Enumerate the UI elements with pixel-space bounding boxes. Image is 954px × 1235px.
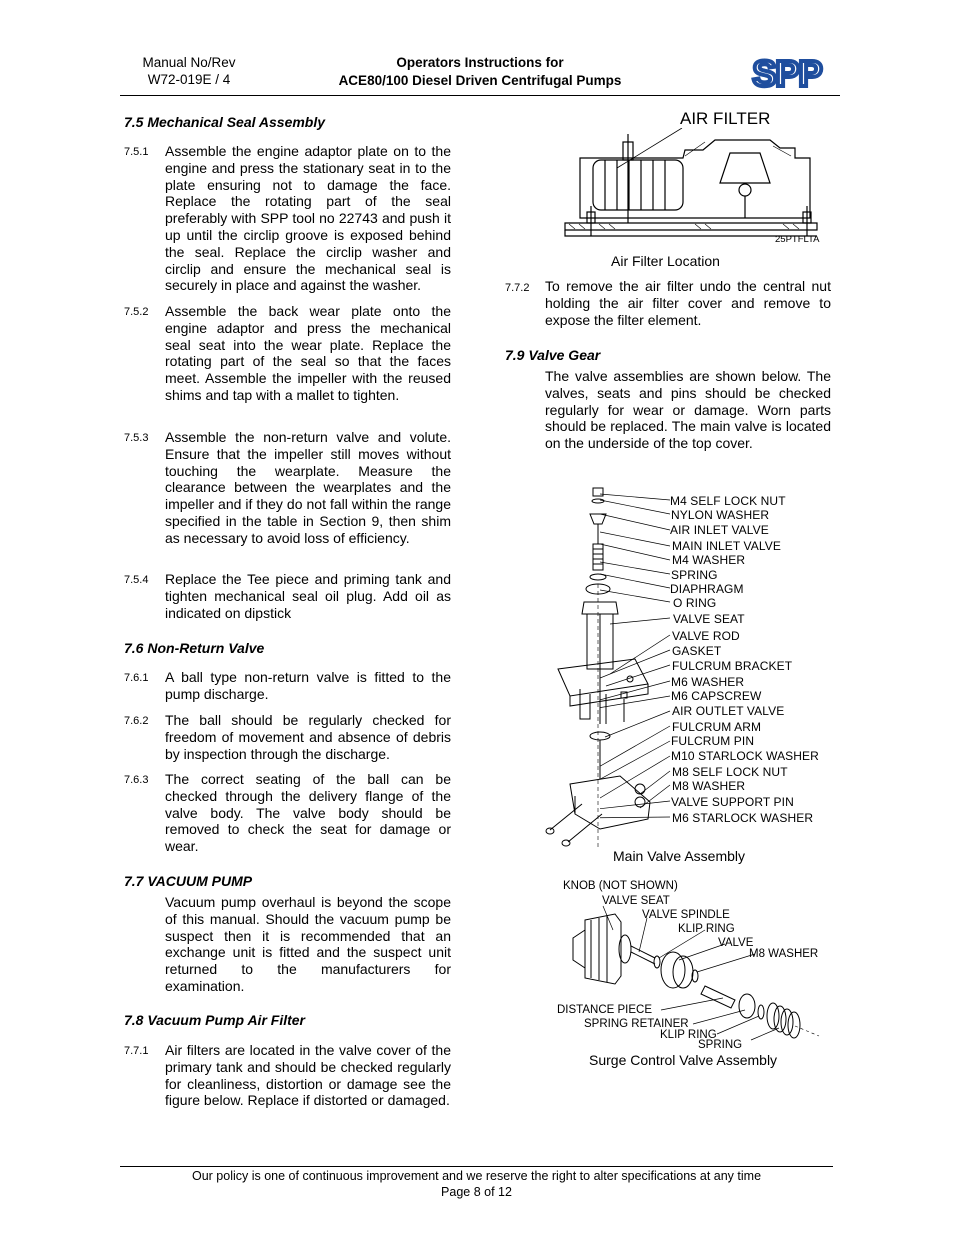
label-spring-retainer: SPRING RETAINER <box>584 1018 689 1030</box>
manual-number-block <box>130 54 248 88</box>
para-7-5-1: Assemble the engine adaptor plate on to the engine and press the stationary seat in to the plate ensuring not to damage the face. Replace the rotating part of the seal preferably with SPP tool no 22743 and push it up until the circlip groove is exposed behind the seal. Replace the circlip washer and circlip and ensure the mechanical seal is securely in place and against the washer. <box>165 143 451 294</box>
para-7-7: Vacuum pump overhaul is beyond the scope of this manual. Should the vacuum pump be suspect then it is recommended that an exchange unit is fitted and the suspect unit returned to the manufacturers for examination. <box>165 894 451 994</box>
para-7-6-1: A ball type non-return valve is fitted to the pump discharge. <box>165 669 451 702</box>
label-m4-washer: M4 WASHER <box>672 553 746 567</box>
label-fulcrum-bracket: FULCRUM BRACKET <box>672 659 793 673</box>
para-num-7-5-3: 7.5.3 <box>124 432 149 444</box>
main-valve-caption: Main Valve Assembly <box>613 848 746 864</box>
para-num-7-7-2: 7.7.2 <box>505 282 530 294</box>
para-num-7-6-2: 7.6.2 <box>124 715 149 727</box>
label-diaphragm: DIAPHRAGM <box>670 582 744 596</box>
label-m6-washer: M6 WASHER <box>671 675 745 689</box>
section-7-6-title: 7.6 Non-Return Valve <box>124 640 265 656</box>
spp-logo <box>744 57 830 91</box>
label-valve-seat: VALVE SEAT <box>673 612 745 626</box>
label-surge-valve-seat: VALVE SEAT <box>602 895 670 907</box>
para-num-7-5-4: 7.5.4 <box>124 574 149 586</box>
para-7-5-3: Assemble the non-return valve and volute. Ensure that the impeller still moves without touching the wearplate. Measure the clearance between the wearplates and the impeller and if they do not fall within the range specified in the table in Section 9, then shim as necessary to avoid loss of efficiency. <box>165 429 451 546</box>
surge-valve-caption: Surge Control Valve Assembly <box>589 1052 778 1068</box>
label-air-inlet-valve: AIR INLET VALVE <box>670 523 769 537</box>
header-rule <box>120 95 840 96</box>
label-m4-self-lock-nut: M4 SELF LOCK NUT <box>670 494 786 508</box>
air-filter-caption: Air Filter Location <box>611 253 720 269</box>
para-7-7-2: To remove the air filter undo the central nut holding the air filter cover and remove to expose the filter element. <box>545 278 831 328</box>
label-surge-m8-washer: M8 WASHER <box>749 948 819 960</box>
label-valve-rod: VALVE ROD <box>672 629 740 643</box>
air-filter-code: 25PTFLTA <box>775 234 820 245</box>
label-fulcrum-pin: FULCRUM PIN <box>671 734 755 748</box>
label-m8-self-lock-nut: M8 SELF LOCK NUT <box>672 765 788 779</box>
para-7-5-4: Replace the Tee piece and priming tank and tighten mechanical seal oil plug. Add oil as indicated on dipstick <box>165 571 451 621</box>
para-7-6-2: The ball should be regularly checked for freedom of movement and absence of debris by inspection through the discharge. <box>165 712 451 762</box>
label-surge-valve: VALVE <box>718 937 754 949</box>
section-7-8-title: 7.8 Vacuum Pump Air Filter <box>124 1012 306 1028</box>
label-m10-starlock-washer: M10 STARLOCK WASHER <box>671 749 819 763</box>
footer-policy: Our policy is one of continuous improvement and we reserve the right to alter specifications at any time <box>191 1169 762 1183</box>
label-main-inlet-valve: MAIN INLET VALVE <box>672 539 781 553</box>
label-valve-spindle: VALVE SPINDLE <box>642 909 730 921</box>
label-air-outlet-valve: AIR OUTLET VALVE <box>672 704 785 718</box>
label-o-ring: O RING <box>673 596 717 610</box>
para-num-7-7-1: 7.7.1 <box>124 1045 149 1057</box>
label-fulcrum-arm: FULCRUM ARM <box>672 720 762 734</box>
logo-text: SPP <box>752 57 822 91</box>
para-7-9: The valve assemblies are shown below. The valves, seats and pins should be checked regularly for wear or damage. Worn parts should be replaced. The main valve is located on the underside of the top cover. <box>545 368 831 452</box>
label-spring: SPRING <box>671 568 718 582</box>
footer <box>120 1169 833 1200</box>
para-7-7-1: Air filters are located in the valve cover of the primary tank and should be checked regularly for cleanliness, distortion or damage see the figure below. Replace if distorted or damaged. <box>165 1042 451 1109</box>
label-m6-capscrew: M6 CAPSCREW <box>671 689 762 703</box>
label-m8-washer: M8 WASHER <box>672 779 746 793</box>
section-7-5-title: 7.5 Mechanical Seal Assembly <box>124 114 326 130</box>
para-num-7-5-2: 7.5.2 <box>124 306 149 318</box>
title-line-1: Operators Instructions for <box>396 55 564 70</box>
para-num-7-5-1: 7.5.1 <box>124 146 149 158</box>
title-line-2: ACE80/100 Diesel Driven Centrifugal Pumps <box>338 73 622 88</box>
label-valve-support-pin: VALVE SUPPORT PIN <box>671 795 794 809</box>
section-7-7-title: 7.7 VACUUM PUMP <box>124 873 253 889</box>
label-m6-starlock-washer: M6 STARLOCK WASHER <box>672 811 814 825</box>
main-valve-leader-lines <box>600 492 675 824</box>
air-filter-drawing <box>555 128 827 246</box>
section-7-9-title: 7.9 Valve Gear <box>505 347 601 363</box>
para-num-7-6-1: 7.6.1 <box>124 672 149 684</box>
manual-number: W72-019E / 4 <box>147 72 231 87</box>
label-klip-ring-2: KLIP RING <box>660 1029 717 1041</box>
document-title <box>300 54 660 90</box>
footer-rule <box>120 1166 833 1167</box>
manual-label: Manual No/Rev <box>142 55 236 70</box>
para-7-6-3: The correct seating of the ball can be checked through the delivery flange of the valve body. The valve body should be removed to check the seat for damage or wear. <box>165 771 451 855</box>
para-num-7-6-3: 7.6.3 <box>124 774 149 786</box>
label-surge-spring: SPRING <box>698 1039 743 1051</box>
label-knob: KNOB (NOT SHOWN) <box>563 880 678 892</box>
label-gasket: GASKET <box>672 644 722 658</box>
label-klip-ring-1: KLIP RING <box>678 923 735 935</box>
label-distance-piece: DISTANCE PIECE <box>557 1004 652 1016</box>
para-7-5-2: Assemble the back wear plate onto the engine adaptor and press the mechanical seal seat into the wear plate. Replace the rotating part of the seal so that the faces meet. Assemble the impeller with the reused shims and tap with a mallet to tighten. <box>165 303 451 403</box>
label-nylon-washer: NYLON WASHER <box>671 508 770 522</box>
page-number: Page 8 of 12 <box>441 1184 512 1199</box>
air-filter-label: AIR FILTER <box>680 109 771 128</box>
